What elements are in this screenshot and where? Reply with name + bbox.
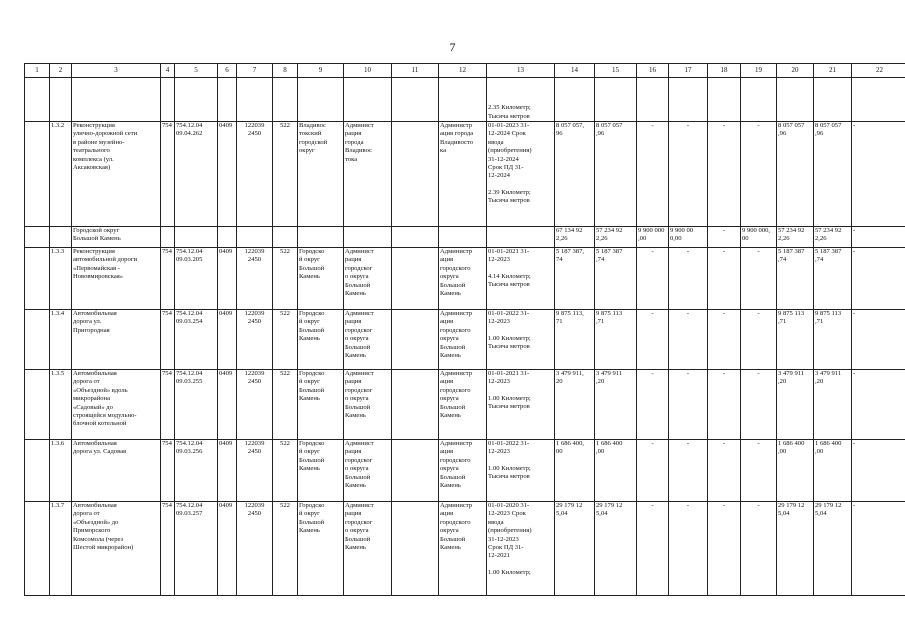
header-cell: 11 — [392, 64, 439, 78]
amount-cell: - — [852, 440, 905, 502]
code-cell: 0409 — [218, 310, 237, 370]
page-number: 7 — [449, 40, 456, 54]
measure-unit: 1.00 Километр; — [488, 568, 531, 576]
amount-cell: - — [708, 310, 741, 370]
code-cell: 0409 — [218, 440, 237, 502]
subtotal-label: Городской округ Большой Камень — [72, 227, 161, 248]
amount-cell: 5 187 387 ,74 — [595, 248, 637, 310]
administrator: Админист рация городског о округа Большой Камень — [344, 310, 392, 370]
measure-unit: 1.00 Километр; Тысяча метров — [488, 394, 531, 411]
code-cell: 0409 — [218, 502, 237, 596]
schedule-dates: 01-01-2023 31- 12-2024 Срок ввода (приобретения) 31-12-2024 Срок ПД 31- 12-2024 — [488, 122, 532, 180]
amount-cell: - — [637, 440, 669, 502]
row-number: 1.3.4 — [50, 310, 72, 370]
table-row — [25, 122, 905, 227]
amount-cell: 67 134 92 2,26 — [555, 227, 595, 248]
code-cell: 522 — [273, 502, 298, 596]
amount-cell: 29 179 12 5,04 — [555, 502, 595, 596]
amount-cell: 29 179 12 5,04 — [814, 502, 852, 596]
amount-cell: - — [637, 248, 669, 310]
schedule-dates: 01-01-2022 31- 12-2023 — [488, 310, 530, 326]
amount-cell: - — [852, 502, 905, 596]
object-name: Автомобильная дорога от «Объездной» до Приморского Комсомола (через Шестой микрорайон) — [72, 502, 161, 596]
amount-cell: - — [708, 248, 741, 310]
amount-cell: 8 057 057 ,96 — [595, 122, 637, 227]
code-cell: 0409 — [218, 370, 237, 440]
municipality: Владивос токский городской округ — [298, 122, 344, 227]
amount-cell: - — [637, 502, 669, 596]
schedule-cell — [487, 502, 555, 596]
object-name: Реконструкция улично-дорожной сети в районе музейно- театрального комплекса (ул. Аксаковская) — [72, 122, 161, 227]
code-cell: 754.12.04 09.03.257 — [175, 502, 218, 596]
amount-cell: - — [852, 370, 905, 440]
header-cell: 22 — [852, 64, 905, 78]
header-cell: 19 — [741, 64, 777, 78]
header-cell: 12 — [439, 64, 487, 78]
measure-unit: 1.00 Километр; Тысяча метров — [488, 334, 531, 351]
schedule-cell — [487, 248, 555, 310]
header-cell: 15 — [595, 64, 637, 78]
amount-cell: 29 179 12 5,04 — [777, 502, 814, 596]
schedule-dates: 01-01-2021 31- 12-2023 — [488, 370, 530, 386]
amount-cell: 9 875 113 ,71 — [777, 310, 814, 370]
continuation-row — [25, 78, 905, 122]
amount-cell: - — [708, 370, 741, 440]
amount-cell: 8 057 057 ,96 — [777, 122, 814, 227]
amount-cell: - — [669, 370, 708, 440]
code-cell: 522 — [273, 122, 298, 227]
amount-cell: - — [669, 122, 708, 227]
amount-cell: 5 187 387 ,74 — [777, 248, 814, 310]
header-cell: 18 — [708, 64, 741, 78]
object-name: Автомобильная дорога ул. Пригородная — [72, 310, 161, 370]
schedule-dates: 01-01-2020 31- 12-2023 Срок ввода (приобретения) 31-12-2023 Срок ПД 31- 12-2021 — [488, 502, 532, 560]
header-cell: 17 — [669, 64, 708, 78]
amount-cell: - — [637, 310, 669, 370]
header-cell: 1 — [25, 64, 50, 78]
code-cell: 522 — [273, 248, 298, 310]
amount-cell: - — [741, 310, 777, 370]
code-cell: 0409 — [218, 122, 237, 227]
header-cell: 20 — [777, 64, 814, 78]
amount-cell: - — [741, 370, 777, 440]
header-cell: 6 — [218, 64, 237, 78]
amount-cell: 9 900 000, 00 — [741, 227, 777, 248]
amount-cell: - — [741, 248, 777, 310]
header-cell: 8 — [273, 64, 298, 78]
header-cell: 13 — [487, 64, 555, 78]
code-cell: 754.12.04 09.04.262 — [175, 122, 218, 227]
administrator: Админист рация города Владивос тока — [344, 122, 392, 227]
code-cell: 754.12.04 09.03.255 — [175, 370, 218, 440]
header-cell: 4 — [161, 64, 175, 78]
header-cell: 10 — [344, 64, 392, 78]
code-cell: 522 — [273, 310, 298, 370]
header-cell: 2 — [50, 64, 72, 78]
schedule-dates: 01-01-2021 31- 12-2023 — [488, 248, 530, 264]
municipality: Городско й округ Большой Камень — [298, 440, 344, 502]
administrator: Админист рация городског о округа Большой Камень — [344, 370, 392, 440]
amount-cell: 1 686 400 ,00 — [595, 440, 637, 502]
code-cell: 522 — [273, 440, 298, 502]
object-name: Автомобильная дорога от «Объездной» вдоль микрорайона «Садовый» до строящейся модульно- блочной котельной — [72, 370, 161, 440]
code-cell: 754 — [161, 502, 175, 596]
code-cell: 754 — [161, 370, 175, 440]
header-row — [25, 64, 905, 78]
header-cell: 14 — [555, 64, 595, 78]
table-row — [25, 370, 905, 440]
header-cell: 3 — [72, 64, 161, 78]
code-cell: 754 — [161, 310, 175, 370]
object-name: Автомобильная дорога ул. Садовая — [72, 440, 161, 502]
amount-cell: 3 479 911 ,20 — [814, 370, 852, 440]
amount-cell: 9 900 000 ,00 — [637, 227, 669, 248]
amount-cell: - — [852, 310, 905, 370]
data-table — [24, 63, 905, 596]
amount-cell: - — [708, 440, 741, 502]
code-cell: 122039 2450 — [237, 122, 273, 227]
amount-cell: 3 479 911 ,20 — [777, 370, 814, 440]
row-number: 1.3.7 — [50, 502, 72, 596]
customer: Администр ация города Владивосто ка — [439, 122, 487, 227]
amount-cell: - — [741, 440, 777, 502]
amount-cell: 9 875 113, 71 — [555, 310, 595, 370]
subtotal-row — [25, 227, 905, 248]
amount-cell: 29 179 12 5,04 — [595, 502, 637, 596]
code-cell: 754.12.04 09.03.254 — [175, 310, 218, 370]
amount-cell: - — [637, 370, 669, 440]
schedule-cell — [487, 310, 555, 370]
code-cell: 122039 2450 — [237, 440, 273, 502]
amount-cell: - — [708, 122, 741, 227]
code-cell: 122039 2450 — [237, 310, 273, 370]
customer: Администр ация городского округа Большой Камень — [439, 502, 487, 596]
header-cell: 16 — [637, 64, 669, 78]
customer: Администр ация городского округа Большой Камень — [439, 310, 487, 370]
amount-cell: - — [852, 248, 905, 310]
municipality: Городско й округ Большой Камень — [298, 502, 344, 596]
amount-cell: 57 234 92 2,26 — [777, 227, 814, 248]
code-cell: 754.12.04 09.03.205 — [175, 248, 218, 310]
municipality: Городско й округ Большой Камень — [298, 370, 344, 440]
measure-unit: 1.00 Километр; Тысяча метров — [488, 464, 531, 481]
code-cell: 754 — [161, 440, 175, 502]
amount-cell: 9 900 00 0,00 — [669, 227, 708, 248]
row-number: 1.3.2 — [50, 122, 72, 227]
amount-cell: 3 479 911, 20 — [555, 370, 595, 440]
municipality: Городско й округ Большой Камень — [298, 248, 344, 310]
row-number: 1.3.3 — [50, 248, 72, 310]
code-cell: 0409 — [218, 248, 237, 310]
administrator: Админист рация городског о округа Большой Камень — [344, 502, 392, 596]
amount-cell: 8 057 057 ,96 — [814, 122, 852, 227]
amount-cell: 1 686 400 ,00 — [777, 440, 814, 502]
amount-cell: 9 875 113 ,71 — [595, 310, 637, 370]
measure-unit: 4.14 Километр; Тысяча метров — [488, 272, 531, 289]
amount-cell: - — [741, 122, 777, 227]
amount-cell: - — [669, 440, 708, 502]
amount-cell: 8 057 057, 96 — [555, 122, 595, 227]
administrator: Админист рация городског о округа Большой Камень — [344, 440, 392, 502]
amount-cell: 9 875 113 ,71 — [814, 310, 852, 370]
schedule-cell — [487, 440, 555, 502]
header-cell: 9 — [298, 64, 344, 78]
header-cell: 7 — [237, 64, 273, 78]
amount-cell: - — [669, 248, 708, 310]
schedule-dates: 01-01-2022 31- 12-2023 — [488, 440, 530, 456]
amount-cell: - — [669, 310, 708, 370]
measure-unit: 2.39 Километр; Тысяча метров — [488, 188, 531, 205]
row-number: 1.3.6 — [50, 440, 72, 502]
header-cell: 21 — [814, 64, 852, 78]
amount-cell: 5 187 387 ,74 — [814, 248, 852, 310]
code-cell: 754 — [161, 248, 175, 310]
amount-cell: - — [637, 122, 669, 227]
customer: Администр ация городского округа Большой Камень — [439, 248, 487, 310]
table-row — [25, 310, 905, 370]
code-cell: 122039 2450 — [237, 370, 273, 440]
amount-cell: 57 234 92 2,26 — [814, 227, 852, 248]
code-cell: 122039 2450 — [237, 248, 273, 310]
amount-cell: - — [852, 122, 905, 227]
amount-cell: - — [708, 227, 741, 248]
amount-cell: 1 686 400 ,00 — [814, 440, 852, 502]
customer: Администр ация городского округа Большой Камень — [439, 440, 487, 502]
amount-cell: 5 187 387, 74 — [555, 248, 595, 310]
customer: Администр ация городского округа Большой Камень — [439, 370, 487, 440]
measure-unit: 2.35 Километр; Тысяча метров — [487, 78, 555, 122]
amount-cell: - — [708, 502, 741, 596]
code-cell: 122039 2450 — [237, 502, 273, 596]
schedule-cell — [487, 122, 555, 227]
schedule-cell — [487, 370, 555, 440]
amount-cell: - — [741, 502, 777, 596]
amount-cell: - — [669, 502, 708, 596]
administrator: Админист рация городског о округа Большой Камень — [344, 248, 392, 310]
table-row — [25, 502, 905, 596]
code-cell: 754.12.04 09.03.256 — [175, 440, 218, 502]
code-cell: 522 — [273, 370, 298, 440]
amount-cell: 3 479 911 ,20 — [595, 370, 637, 440]
amount-cell: 1 686 400, 00 — [555, 440, 595, 502]
code-cell: 754 — [161, 122, 175, 227]
amount-cell: - — [852, 227, 905, 248]
object-name: Реконструкция автомобильной дороги «Первомайская - Нововмировская» — [72, 248, 161, 310]
table-row — [25, 248, 905, 310]
row-number: 1.3.5 — [50, 370, 72, 440]
table-row — [25, 440, 905, 502]
municipality: Городско й округ Большой Камень — [298, 310, 344, 370]
amount-cell: 57 234 92 2,26 — [595, 227, 637, 248]
header-cell: 5 — [175, 64, 218, 78]
